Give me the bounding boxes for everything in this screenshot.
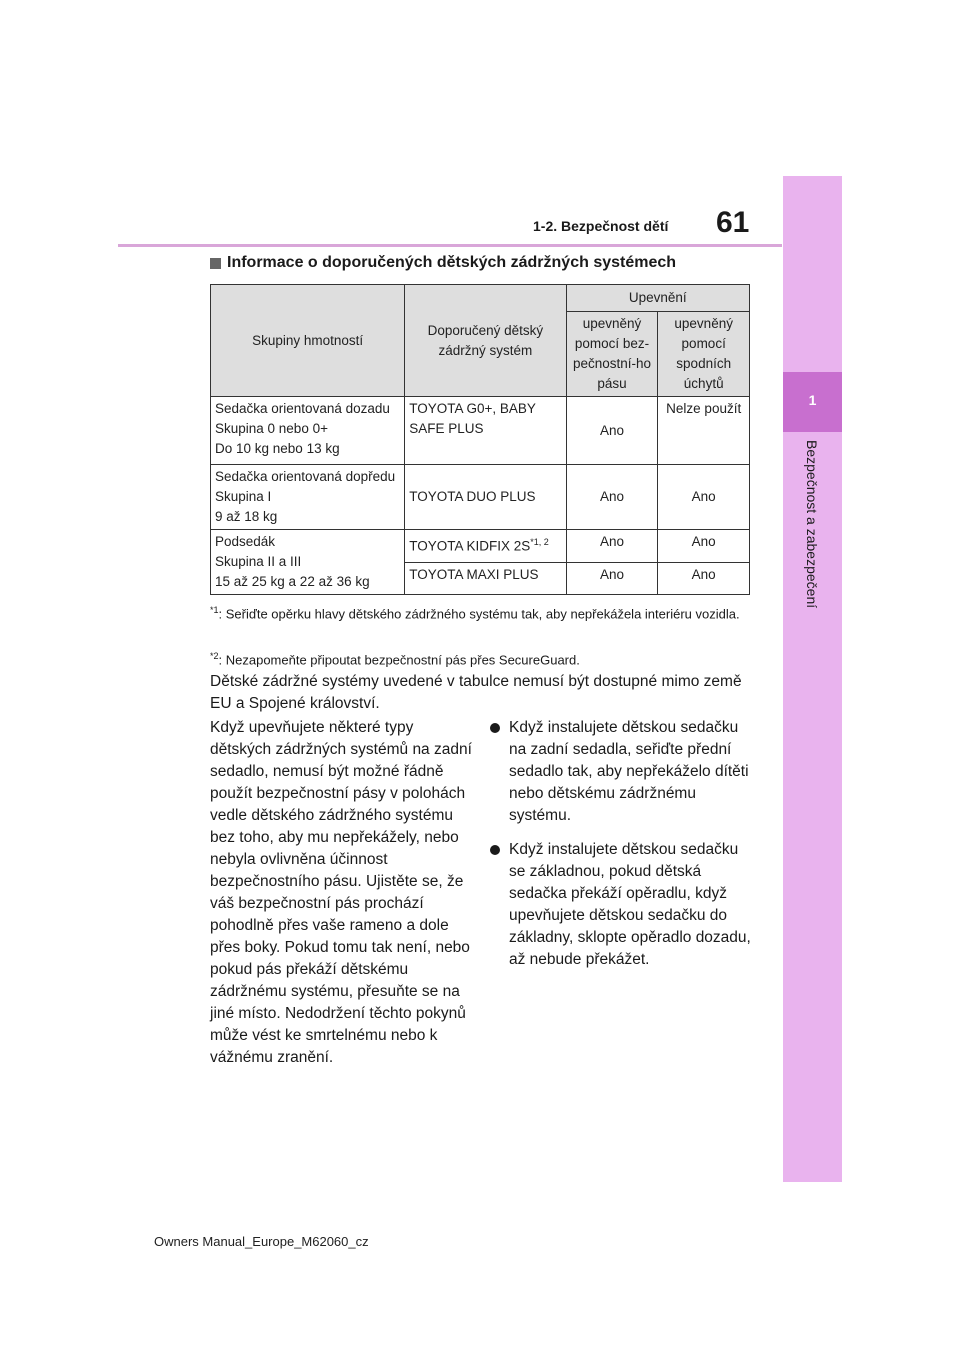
weight-group-cell (211, 397, 405, 465)
list-item-text: Když instalujete dětskou sedačku na zadní sedadla, seřiďte přední sedadlo tak, aby nepřekáželo dítěti nebo dětskému zádržnému systému. (509, 719, 749, 824)
group-class: Skupina 0 nebo 0+ (215, 421, 328, 436)
group-weight: Do 10 kg nebo 13 kg (215, 441, 340, 456)
table-row (211, 465, 750, 530)
header-weight-groups: Skupiny hmotností (211, 285, 405, 397)
section-title: 1-2. Bezpečnost dětí (533, 218, 669, 234)
list-item (490, 717, 752, 827)
group-orientation: Sedačka orientovaná dopředu (215, 469, 396, 484)
footnote-mark: *1 (210, 605, 219, 615)
bullet-icon (490, 723, 500, 733)
belt-cell: Ano (566, 397, 658, 465)
table-row (211, 397, 750, 465)
footnote-text: : Seřiďte opěrku hlavy dětského zádržného systému tak, aby nepřekážela interiéru vozidla. (218, 606, 740, 622)
chapter-side-tab (783, 176, 842, 1182)
chapter-number: 1 (808, 392, 817, 408)
footnote-mark: *2 (210, 651, 219, 661)
page-number: 61 (716, 206, 750, 239)
system-cell: TOYOTA DUO PLUS (405, 465, 566, 530)
weight-group-cell (211, 530, 405, 595)
chapter-title: Bezpečnost a zabezpečení (804, 440, 820, 609)
system-cell: TOYOTA G0+, BABY SAFE PLUS (405, 397, 566, 465)
bullet-icon (490, 845, 500, 855)
system-cell: TOYOTA MAXI PLUS (405, 562, 566, 595)
footnote-ref: *1, 2 (530, 537, 549, 547)
group-class: Skupina I (215, 489, 272, 504)
footnote-1 (210, 600, 755, 624)
footnote-2 (210, 646, 755, 670)
availability-note: Dětské zádržné systémy uvedené v tabulce nemusí být dostupné mimo země EU a Spojené království. (210, 673, 742, 712)
square-bullet-icon (210, 258, 221, 269)
group-orientation: Podsedák (215, 534, 276, 549)
left-column (210, 717, 472, 1069)
system-name: TOYOTA KIDFIX 2S (409, 538, 531, 554)
group-weight: 9 až 18 kg (215, 509, 278, 524)
header-anchor-mounted: upevněný pomocí spodních úchytů (658, 312, 750, 397)
anchor-cell: Ano (658, 465, 750, 530)
group-class: Skupina II a III (215, 554, 302, 569)
belt-cell: Ano (566, 562, 658, 595)
anchor-cell: Ano (658, 530, 750, 563)
footnote-text: : Nezapomeňte připoutat bezpečnostní pás přes SecureGuard. (218, 652, 580, 668)
anchor-cell: Nelze použít (658, 397, 750, 465)
right-column (490, 717, 752, 983)
subsection-heading (210, 254, 676, 272)
weight-group-cell (211, 465, 405, 530)
table-row (211, 530, 750, 563)
header-mounting: Upevnění (566, 285, 749, 312)
footer-doc-id: Owners Manual_Europe_M62060_cz (154, 1234, 369, 1249)
belt-cell: Ano (566, 530, 658, 563)
subsection-heading-text: Informace o doporučených dětských zádržných systémech (227, 254, 677, 271)
header-divider (118, 244, 782, 247)
list-item (490, 839, 752, 971)
belt-cell: Ano (566, 465, 658, 530)
system-cell (405, 530, 566, 563)
header-belt-mounted: upevněný pomocí bez-pečnostní-ho pásu (566, 312, 658, 397)
warning-paragraph: Když upevňujete některé typy dětských zádržných systémů na zadní sedadlo, nemusí být možné řádně použít bezpečnostní pásy v polohách vedle dětského zádržného systému bez toho, aby mu nepřekážely, nebo nebyla ovlivněna účinnost bezpečnostního pásu. Ujistěte se, že váš bezpečnostní pás prochází pohodlně přes vaše rameno a dole přes boky. Pokud tomu tak není, nebo pokud pás překáží dětskému zádržnému systému, přesuňte se na jiné místo. Nedodržení těchto pokynů může vést ke smrtelnému nebo k vážnému zranění. (210, 719, 472, 1066)
group-weight: 15 až 25 kg a 22 až 36 kg (215, 574, 370, 589)
anchor-cell: Ano (658, 562, 750, 595)
list-item-text: Když instalujete dětskou sedačku se základnou, pokud dětská sedačka překáží opěradlu, když upevňujete dětskou sedačku do základny, sklopte opěradlo dozadu, až nebude překážet. (509, 841, 751, 968)
group-orientation: Sedačka orientovaná dozadu (215, 401, 390, 416)
header-recommended-system: Doporučený dětský zádržný systém (405, 285, 566, 397)
child-restraint-table (210, 284, 750, 595)
